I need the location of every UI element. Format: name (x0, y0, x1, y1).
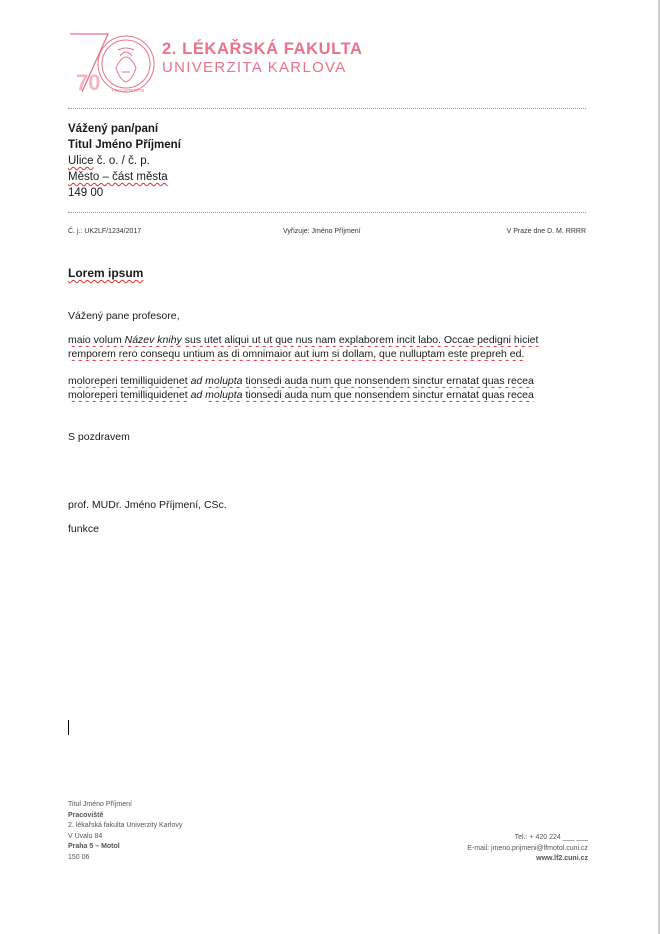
footer-street: V Úvalu 84 (68, 832, 103, 840)
signer-function[interactable]: funkce (68, 523, 99, 535)
addressee-city: Město – část města (68, 171, 168, 183)
logo-motto: PRO VERITATE (112, 88, 145, 93)
footer-sender (68, 800, 182, 864)
text-cursor (68, 720, 69, 735)
faculty-name-line2: UNIVERZITA KARLOVA (162, 59, 347, 76)
paragraph-1-line-1: maio volum Název knihy sus utet aliqui ut ut que nus nam explaborem incit labo. Occae pedigni hiciet (68, 334, 539, 346)
handled-by: Vyřizuje: Jméno Příjmení (283, 228, 361, 235)
addressee-street: Ulice č. o. / č. p. (68, 155, 150, 167)
footer-zip: 150 06 (68, 853, 90, 861)
addressee-name: Titul Jméno Příjmení (68, 139, 181, 151)
letter-greeting[interactable]: Vážený pane profesore, (68, 310, 180, 322)
paragraph-2-line-2: moloreperi temilliquidenet ad molupta tionsedi auda num que nonsendem sinctur ernatat quas recea (68, 389, 534, 401)
footer-department: Pracoviště (68, 811, 104, 819)
faculty-logo (68, 30, 168, 102)
footer-faculty: 2. lékařská fakulta Univerzity Karlovy (68, 822, 183, 830)
letter-subject[interactable]: Lorem ipsum (68, 266, 144, 280)
address-divider (68, 212, 586, 213)
reference-number: Č. j.: UK2LF/1234/2017 (68, 228, 142, 235)
faculty-name-line1: 2. LÉKAŘSKÁ FAKULTA (162, 40, 363, 58)
addressee-block[interactable] (68, 121, 181, 201)
paragraph-2-line-1: moloreperi temilliquidenet ad molupta tionsedi auda num que nonsendem sinctur ernatat quas recea (68, 375, 534, 387)
logo-numeral: 70 (76, 70, 101, 95)
header-divider (68, 108, 586, 109)
signer-name[interactable]: prof. MUDr. Jméno Příjmení, CSc. (68, 499, 227, 511)
faculty-name (162, 40, 363, 77)
paragraph-1-line-2: remporem rero consequ untium as di omnimaior aut ium si dollam, que nulluptam este prepreh ed. (68, 348, 525, 360)
footer-sender-name: Titul Jméno Příjmení (68, 801, 132, 808)
addressee-salutation: Vážený pan/paní (68, 123, 159, 135)
place-date: V Praze dne D. M. RRRR (506, 228, 586, 235)
footer-contact (467, 833, 588, 865)
letter-paragraph-2[interactable] (68, 374, 586, 402)
footer-email: E-mail: jmeno.prijmeni@lfmotol.cuni.cz (467, 844, 588, 852)
footer-city: Praha 5 – Motol (68, 843, 120, 851)
footer-phone: Tel.: + 420 224 ___ ___ (514, 834, 588, 841)
footer-web: www.lf2.cuni.cz (536, 855, 588, 863)
letter-closing[interactable]: S pozdravem (68, 431, 130, 443)
addressee-zip: 149 00 (68, 187, 104, 199)
letter-paragraph-1[interactable] (68, 333, 586, 361)
